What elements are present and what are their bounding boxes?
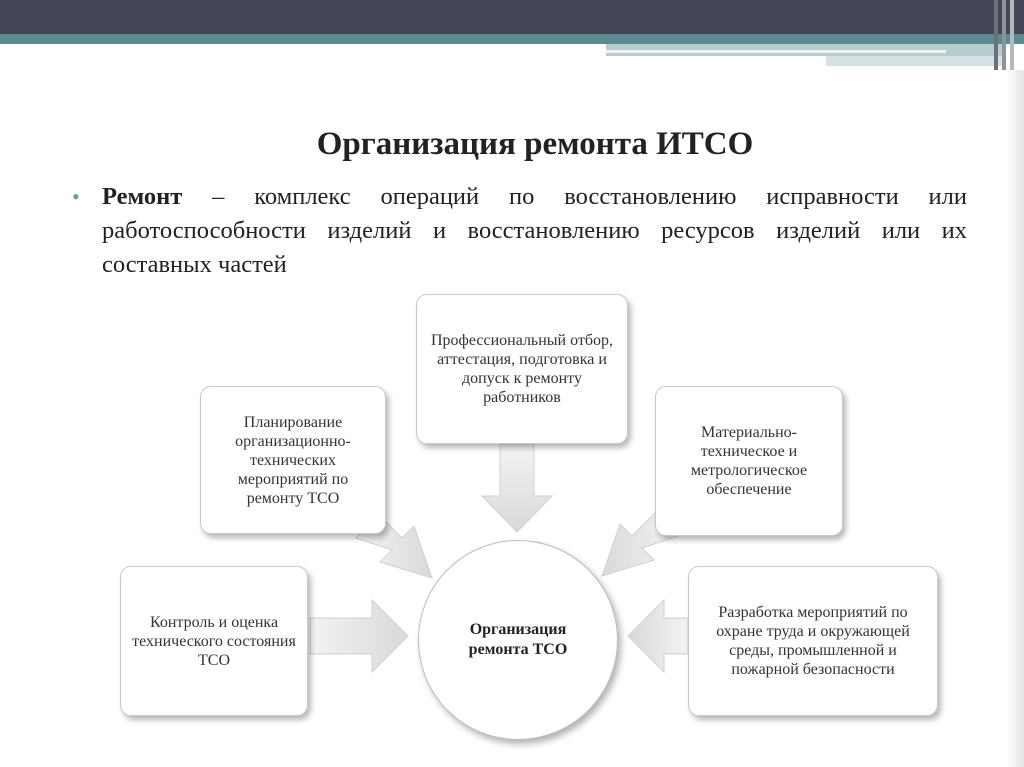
arrow-top-down [482, 444, 552, 532]
node-right: Разработка мероприятий по охране труда и окружающей среды, промышленной и пожарной безопасности [688, 566, 938, 716]
node-upper-left: Планирование организационно-технических мероприятий по ремонту ТСО [200, 386, 386, 534]
node-top: Профессиональный отбор, аттестация, подготовка и допуск к ремонту работников [416, 294, 628, 444]
bullet-definition: – комплекс операций по восстановлению исправности или работоспособности изделий и восстановлению ресурсов изделий или их составных частей [102, 183, 967, 278]
bullet-term: Ремонт [102, 183, 183, 210]
node-center [418, 540, 618, 740]
node-center-label: Организация ремонта ТСО [468, 621, 568, 658]
arrow-left-right [310, 600, 408, 672]
node-upper-right: Материально-техническое и метрологическое обеспечение [655, 386, 843, 536]
arrow-right-left [628, 600, 688, 672]
node-left: Контроль и оценка технического состояния ТСО [120, 566, 308, 716]
slide-title: Организация ремонта ИТСО [316, 126, 754, 162]
bullet-dot-icon: • [72, 184, 80, 209]
